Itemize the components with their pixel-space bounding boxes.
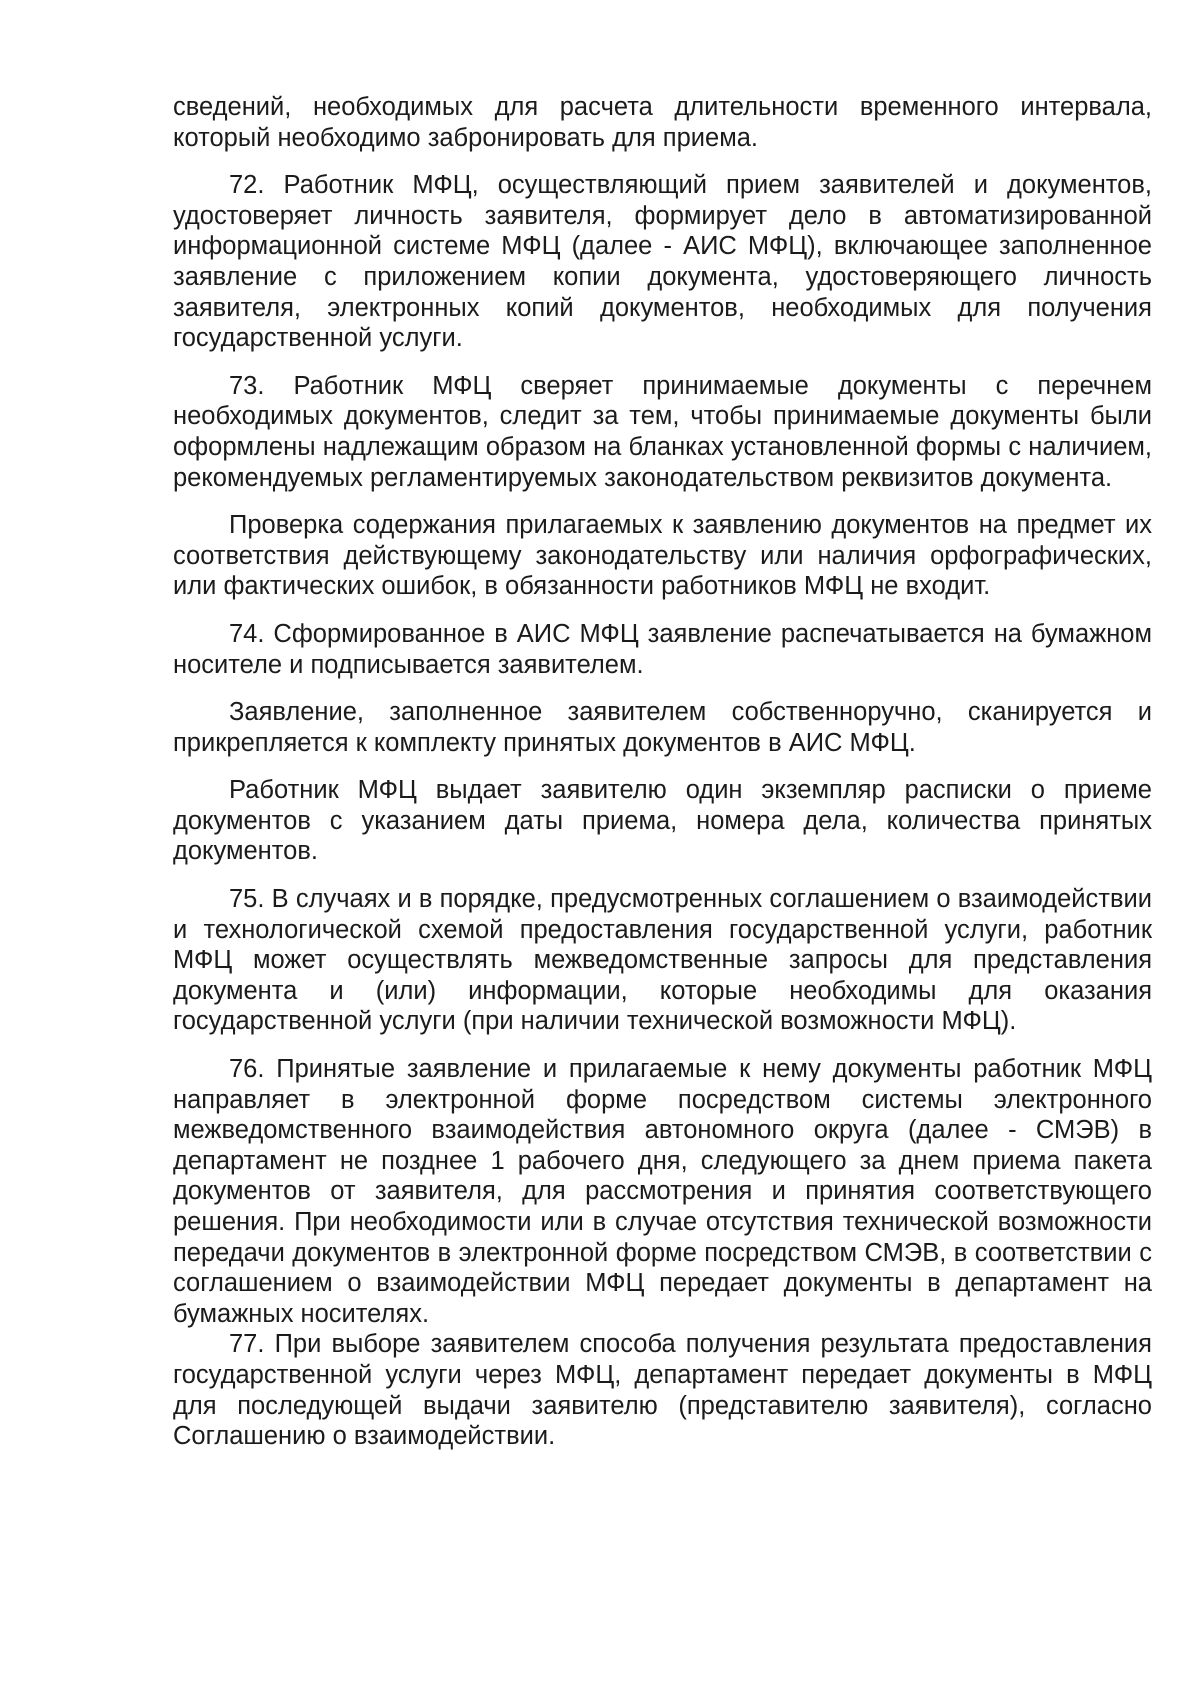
paragraph-73: 73. Работник МФЦ сверяет принимаемые документы с перечнем необходимых документов, следит за тем, чтобы принимаемые документы были оформлены надлежащим образом на бланках установленной формы с наличием, рекомендуемых регламентируемых законодательством реквизитов документа.: [173, 371, 1152, 492]
paragraph-74-scan: Заявление, заполненное заявителем собственноручно, сканируется и прикрепляется к комплекту принятых документов в АИС МФЦ.: [173, 698, 1152, 757]
document-page: [173, 92, 1152, 1469]
paragraph-77: 77. При выборе заявителем способа получения результата предоставления государственной услуги через МФЦ, департамент передает документы в МФЦ для последующей выдачи заявителю (представителю заявителя), согласно Соглашению о взаимодействии.: [173, 1330, 1152, 1451]
paragraph-75: 75. В случаях и в порядке, предусмотренных соглашением о взаимодействии и технологической схемой предоставления государственной услуги, работник МФЦ может осуществлять межведомственные запросы для представления документа и (или) информации, которые необходимы для оказания государственной услуги (при наличии технической возможности МФЦ).: [173, 885, 1152, 1036]
paragraph-72: 72. Работник МФЦ, осуществляющий прием заявителей и документов, удостоверяет личность заявителя, формирует дело в автоматизированной информационной системе МФЦ (далее - АИС МФЦ), включающее заполненное заявление с приложением копии документа, удостоверяющего личность заявителя, электронных копий документов, необходимых для получения государственной услуги.: [173, 171, 1152, 353]
paragraph-76: 76. Принятые заявление и прилагаемые к нему документы работник МФЦ направляет в электронной форме посредством системы электронного межведомственного взаимодействия автономного округа (далее - СМЭВ) в департамент не позднее 1 рабочего дня, следующего за днем приема пакета документов от заявителя, для рассмотрения и принятия соответствующего решения. При необходимости или в случае отсутствия технической возможности передачи документов в электронной форме посредством СМЭВ, в соответствии с соглашением о взаимодействии МФЦ передает документы в департамент на бумажных носителях.: [173, 1055, 1152, 1328]
paragraph-continuation: сведений, необходимых для расчета длительности временного интервала, который необходимо забронировать для приема.: [173, 93, 1152, 152]
paragraph-74: 74. Сформированное в АИС МФЦ заявление распечатывается на бумажном носителе и подписывается заявителем.: [173, 619, 1152, 679]
paragraph-74-receipt: Работник МФЦ выдает заявителю один экземпляр расписки о приеме документов с указанием даты приема, номера дела, количества принятых документов.: [173, 776, 1152, 866]
paragraph-73-check: Проверка содержания прилагаемых к заявлению документов на предмет их соответствия действующему законодательству или наличия орфографических, или фактических ошибок, в обязанности работников МФЦ не входит.: [173, 511, 1152, 601]
